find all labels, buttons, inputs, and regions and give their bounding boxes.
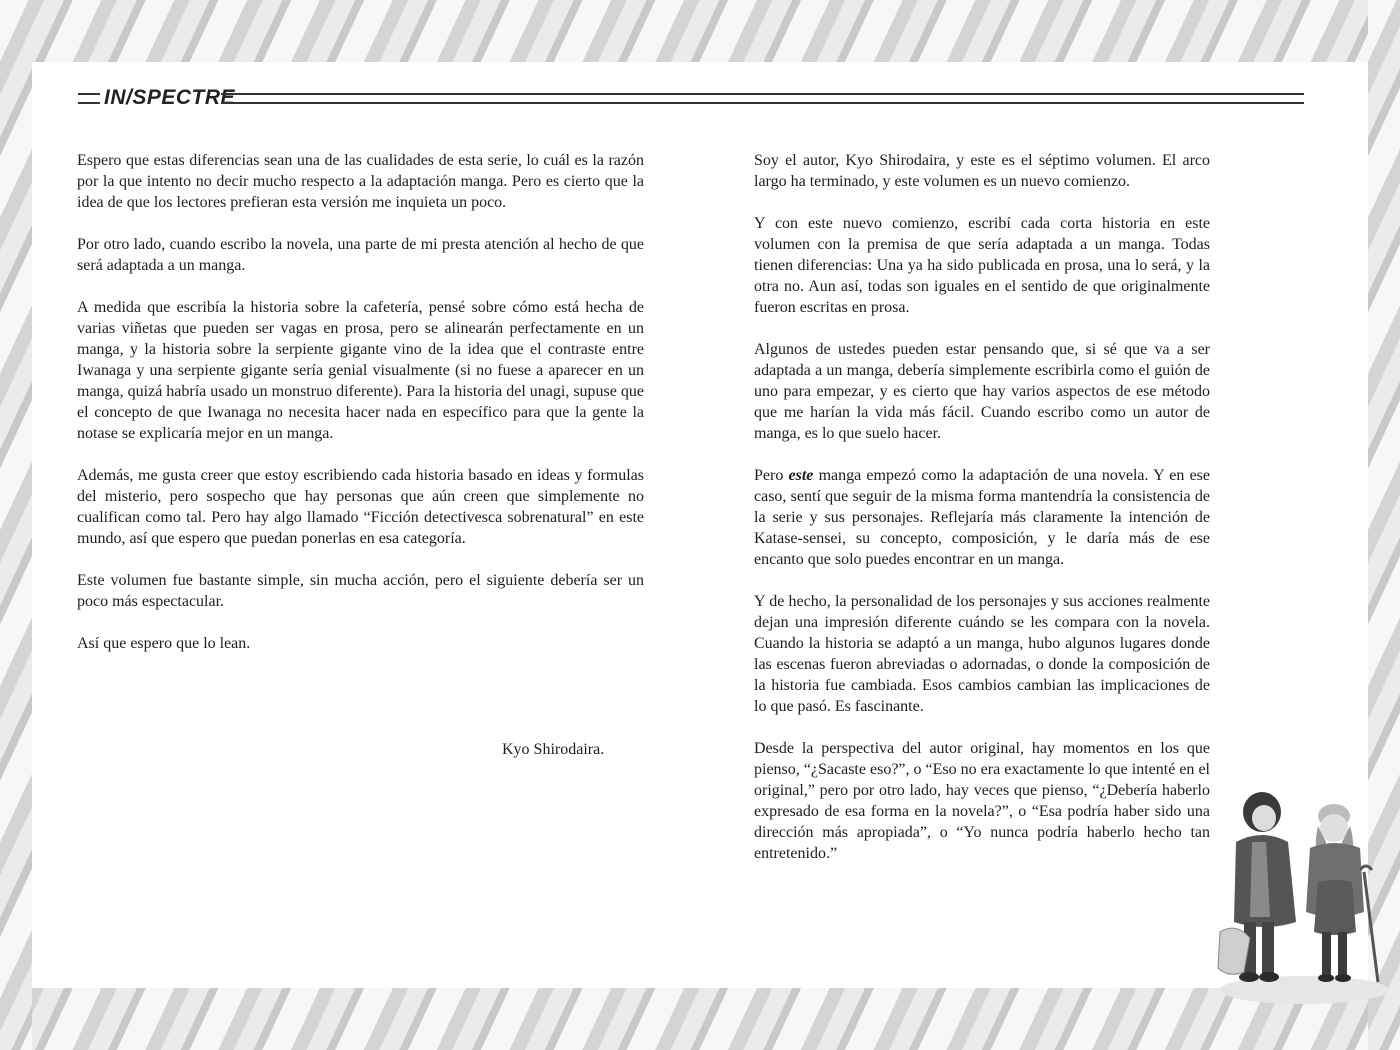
emphasis-word: este (788, 467, 814, 484)
paragraph: Además, me gusta creer que estoy escribiendo cada historia basado en ideas y formulas del misterio, pero sospecho que hay personas que aún creen que simplemente no cualifican como tal. Pero hay algo llamado “Ficción detectivesca sobrenatural” en este mundo, así que espero que puedan ponerlas en esa categoría. (77, 467, 644, 547)
top-stripe-border (0, 0, 1400, 62)
paragraph: Espero que estas diferencias sean una de las cualidades de esta serie, lo cuál es la razón por la que intento no decir mucho respecto a la adaptación manga. Pero es cierto que la idea de que los lectores prefieran esta versión me inquieta un poco. (77, 152, 644, 211)
character-illustration (1214, 782, 1394, 1006)
paragraph: Y con este nuevo comienzo, escribí cada corta historia en este volumen con la premisa de que sería adaptada a un manga. Todas tienen diferencias: Una ya ha sido publicada en prosa, una lo será, y la otra no. Aun así, todas son iguales en el sentido de que originalmente fueron escritas en prosa. (754, 215, 1210, 316)
right-column (754, 150, 1210, 885)
series-logo: IN/SPECTRE (104, 86, 236, 109)
author-signature: Kyo Shirodaira. (502, 741, 605, 758)
header-rule-right (221, 93, 1304, 104)
text-run: manga empezó como la adaptación de una novela. Y en ese caso, sentí que seguir de la misma forma mantendría la consistencia de la serie y sus personajes. Reflejaría más claramente la intención de Katase-sensei, su concepto, composición, y le daría más de ese encanto que solo puedes encontrar en un manga. (754, 467, 1210, 568)
paragraph: Y de hecho, la personalidad de los personajes y sus acciones realmente dejan una impresión diferente cuándo se les compara con la novela. Cuando la historia se adaptó a un manga, hubo algunos lugares donde las escenas fueron abreviadas o adornadas, o donde la composición de la historia fue cambiada. Esos cambios cambian las implicaciones de lo que pasó. Es fascinante. (754, 593, 1210, 715)
paragraph: Así que espero que lo lean. (77, 635, 251, 652)
left-column (77, 150, 644, 675)
paragraph: Por otro lado, cuando escribo la novela, una parte de mi presta atención al hecho de que será adaptada a un manga. (77, 236, 644, 274)
header-rule-left (78, 93, 100, 104)
paragraph: Soy el autor, Kyo Shirodaira, y este es el séptimo volumen. El arco largo ha terminado, y este volumen es un nuevo comienzo. (754, 152, 1210, 190)
paragraph: Desde la perspectiva del autor original, hay momentos en los que pienso, “¿Sacaste eso?”, o “Eso no era exactamente lo que intenté en el original,” pero por otro lado, hay veces que pienso, “¿Debería haberlo expresado de esa forma en la novela?”, o “Esa podría haber sido una dirección más apropiada”, o “Yo nunca podría haberlo hecho tan entretenido.” (754, 740, 1210, 862)
text-run: Pero (754, 467, 789, 484)
left-stripe-border (0, 0, 32, 1050)
paragraph: A medida que escribía la historia sobre la cafetería, pensé sobre cómo está hecha de varias viñetas que pueden ser vagas en prosa, pero se alinearán perfectamente en un manga, y la historia sobre la serpiente gigante vino de la idea que el contraste entre Iwanaga y una serpiente gigante sería genial visualmente (si no fuese a aparecer en un manga, quizá habría usado un monstruo diferente). Para la historia del unagi, supuse que el concepto de que Iwanaga no necesita hacer nada en específico para que la gente la notase se explicaría mejor en un manga. (77, 299, 644, 442)
page-header (78, 84, 1304, 112)
bottom-stripe-border (0, 988, 1400, 1050)
paragraph: Algunos de ustedes pueden estar pensando que, si sé que va a ser adaptada a un manga, debería simplemente escribirla como el guión de uno para empezar, y es cierto que hay varios aspectos de ese método que me harían la vida más fácil. Cuando escribo como un autor de manga, es lo que suelo hacer. (754, 341, 1210, 442)
paragraph: Este volumen fue bastante simple, sin mucha acción, pero el siguiente debería ser un poco más espectacular. (77, 572, 644, 610)
paragraph-emphasis (754, 465, 1210, 570)
